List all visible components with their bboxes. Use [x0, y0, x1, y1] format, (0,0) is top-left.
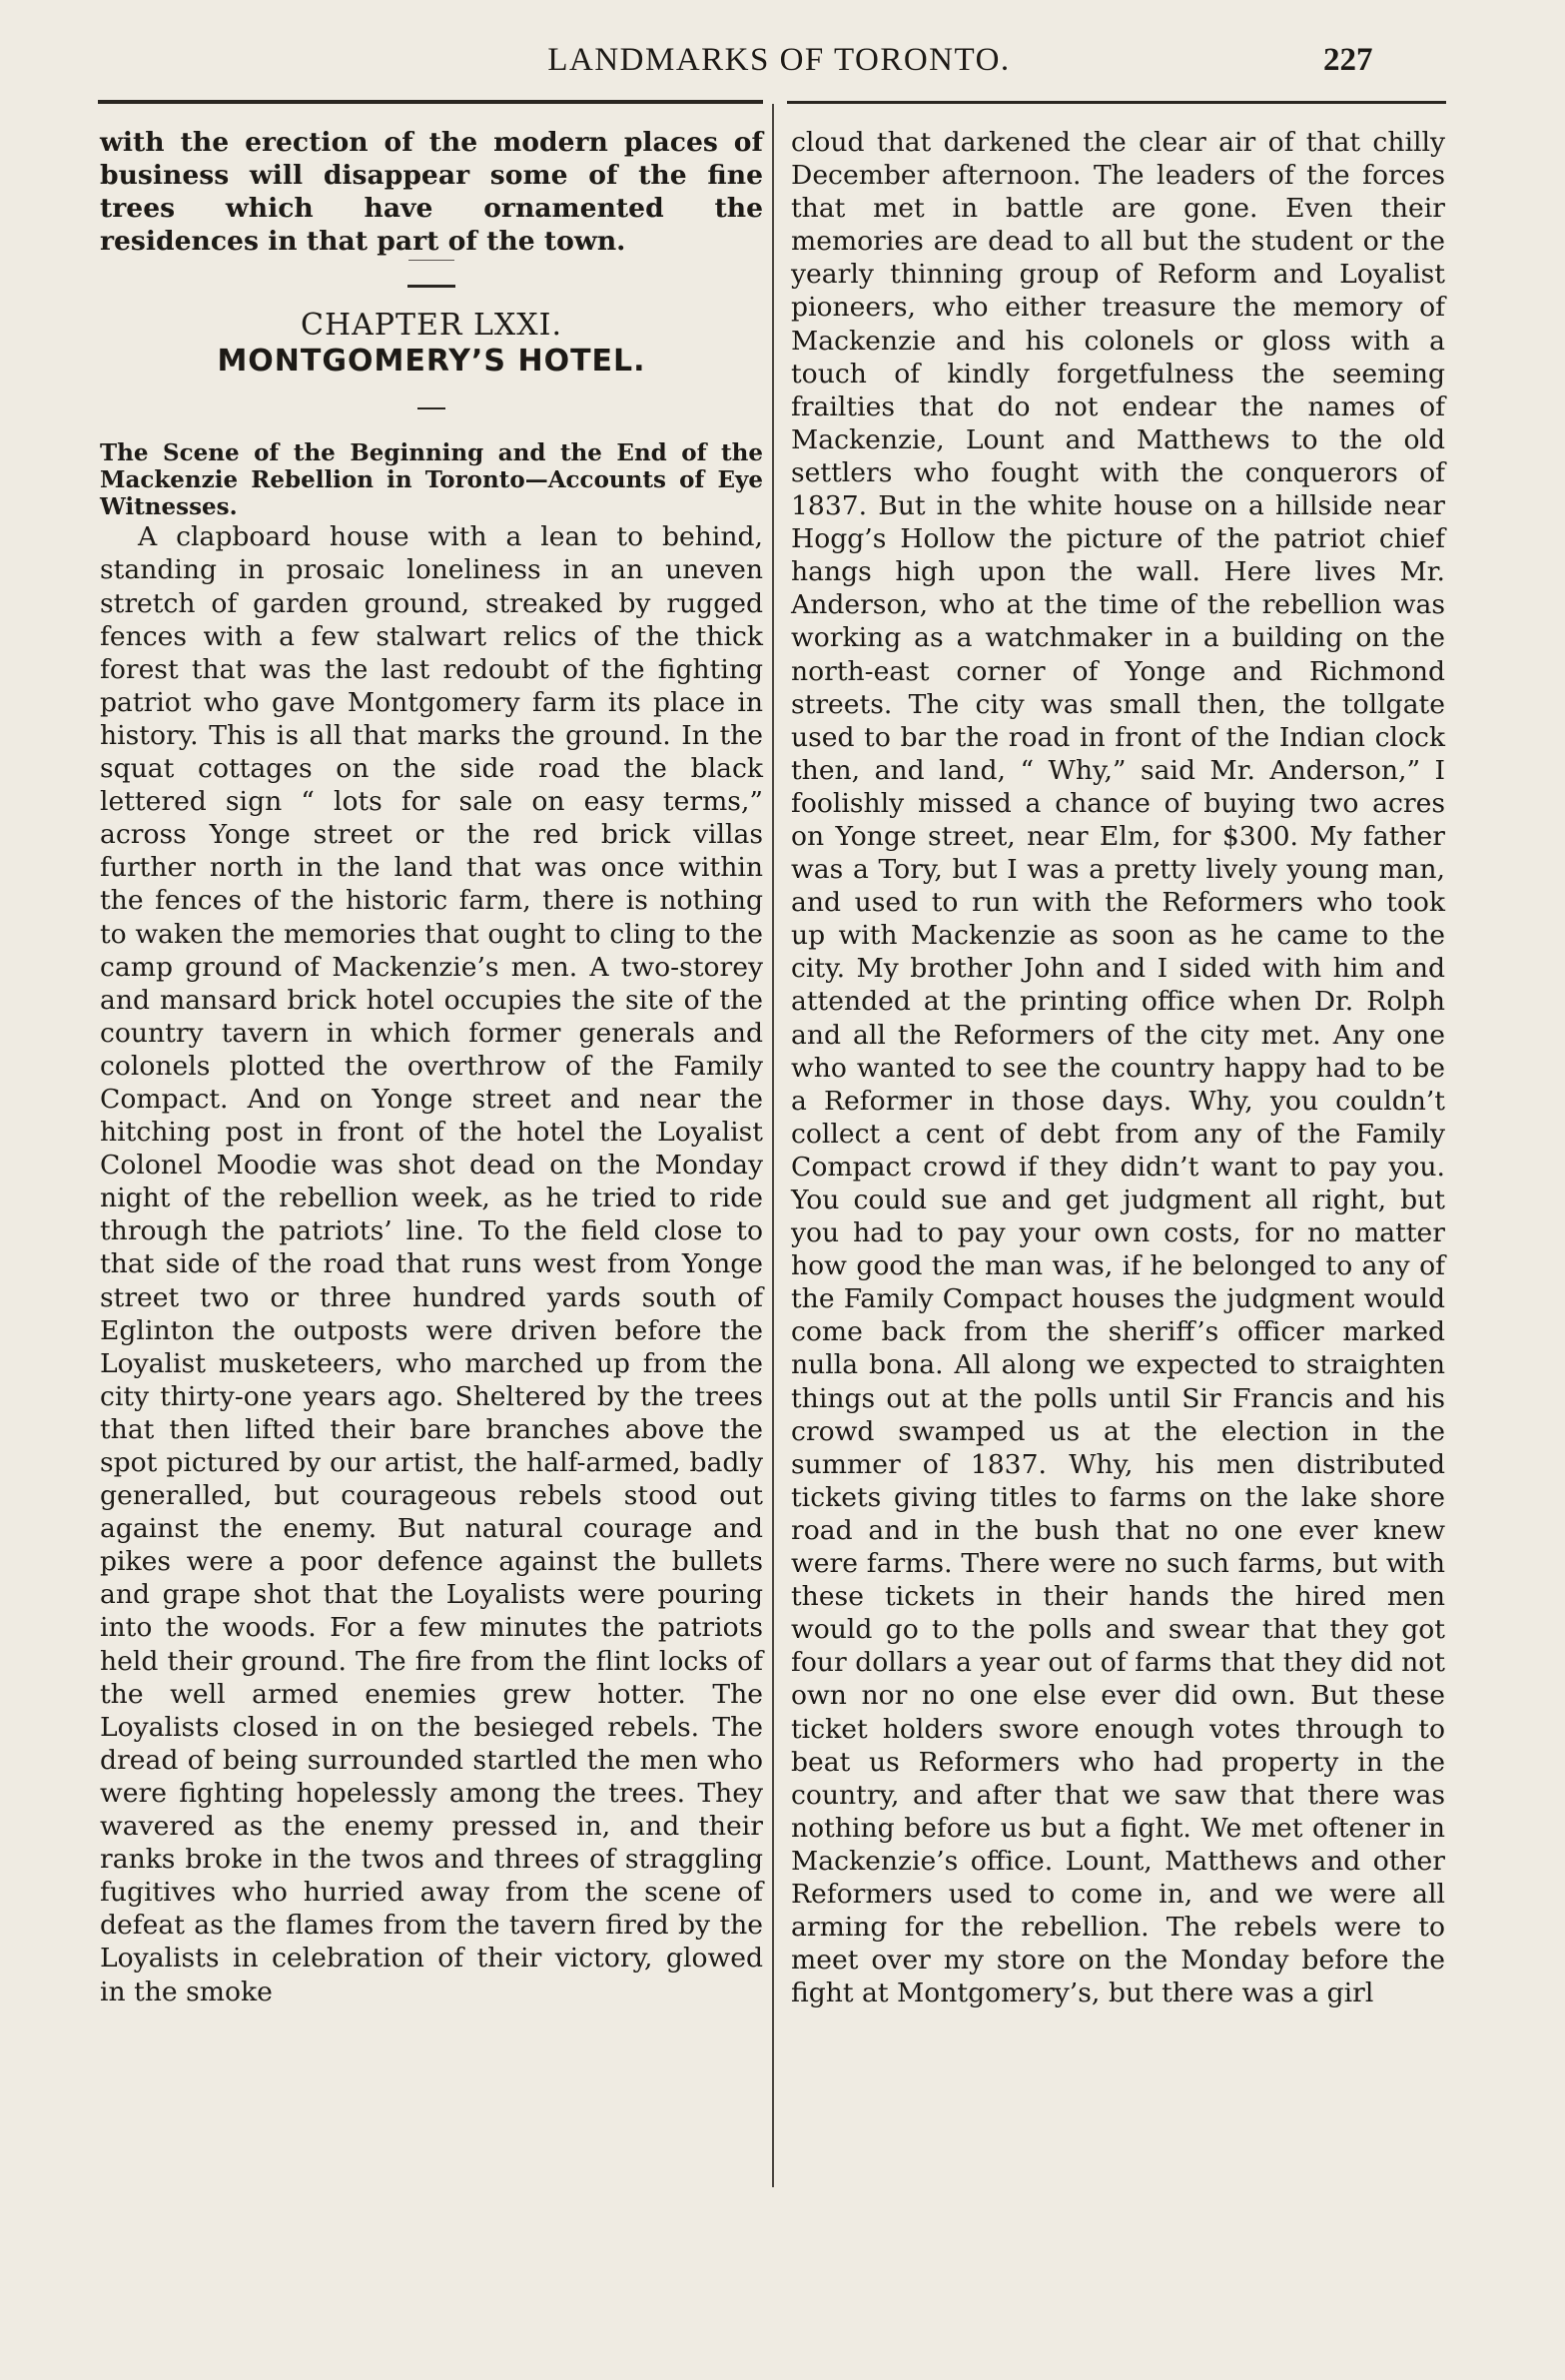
column-divider: [772, 104, 774, 2187]
article-subheading: The Scene of the Beginning and the End of the Mackenzie Rebellion in Toronto—Accounts of Eye Witnesses.: [100, 439, 763, 521]
article-body-left: A clapboard house with a lean to behind, standing in prosaic loneliness in an uneven stretch of garden ground, streaked by rugged fences with a few stalwart relics of the thick forest that was the last redoubt of the fighting patriot who gave Montgomery farm its place in history. This is all that marks the ground. In the squat cottages on the side road the black lettered sign “ lots for sale on easy terms,” across Yonge street or the red brick villas further north in the land that was once within the fences of the historic farm, there is nothing to waken the memories that ought to cling to the camp ground of Mackenzie’s men. A two-storey and mansard brick hotel occupies the site of the country tavern in which former generals and colonels plotted the overthrow of the Family Compact. And on Yonge street and near the hitching post in front of the hotel the Loyalist Colonel Moodie was shot dead on the Monday night of the rebellion week, as he tried to ride through the patriots’ line. To the field close to that side of the road that runs west from Yonge street two or three hundred yards south of Eglinton the outposts were driven before the Loyalist musketeers, who marched up from the city thirty-one years ago. Sheltered by the trees that then lifted their bare branches above the spot pictured by our artist, the half-armed, badly generalled, but courageous rebels stood out against the enemy. But natural courage and pikes were a poor defence against the bullets and grape shot that the Loyalists were pouring into the woods. For a few minutes the patriots held their ground. The fire from the flint locks of the well armed enemies grew hotter. The Loyalists closed in on the besieged rebels. The dread of being surrounded startled the men who were fighting hopelessly among the trees. They wavered as the enemy pressed in, and their ranks broke in the twos and threes of straggling fugitives who hurried away from the scene of defeat as the flames from the tavern fired by the Loyalists in celebration of their victory, glowed in the smoke: [100, 521, 763, 2007]
chapter-title: MONTGOMERY’S HOTEL.: [217, 344, 646, 380]
article-body-right: cloud that darkened the clear air of that chilly December afternoon. The leaders of the forces that met in battle are gone. Even their memories are dead to all but the student or the yearly thinning group of Reform and Loyalist pioneers, who either treasure the memory of Mackenzie and his colonels or gloss with a touch of kindly forgetfulness the seeming frailties that do not endear the names of Mackenzie, Lount and Matthews to the old settlers who fought with the conquerors of 1837. But in the white house on a hillside near Hogg’s Hollow the picture of the patriot chief hangs high upon the wall. Here lives Mr. Anderson, who at the time of the rebellion was working as a watchmaker in a building on the north-east corner of Yonge and Richmond streets. The city was small then, the tollgate used to bar the road in front of the Indian clock then, and land, “ Why,” said Mr. Anderson,” I foolishly missed a chance of buying two acres on Yonge street, near Elm, for $300. My father was a Tory, but I was a pretty lively young man, and used to run with the Reformers who took up with Mackenzie as soon as he came to the city. My brother John and I sided with him and attended at the printing office when Dr. Rolph and all the Reformers of the city met. Any one who wanted to see the country happy had to be a Reformer in those days. Why, you couldn’t collect a cent of debt from any of the Family Compact crowd if they didn’t want to pay you. You could sue and get judgment all right, but you had to pay your own costs, for no matter how good the man was, if he belonged to any of the Family Compact houses the judgment would come back from the sheriff’s officer marked nulla bona. All along we expected to straighten things out at the polls until Sir Francis and his crowd swamped us at the election in the summer of 1837. Why, his men distributed tickets giving titles to farms on the lake shore road and in the bush that no one ever knew were farms. There were no such farms, but with these tickets in their hands the hired men would go to the polls and swear that they got four dollars a year out of farms that they did not own nor no one else ever did own. But these ticket holders swore enough votes through to beat us Reformers who had property in the country, and after that we saw that there was nothing before us but a fight. We met oftener in Mackenzie’s office. Lount, Matthews and other Reformers used to come in, and we were all arming for the rebellion. The rebels were to meet over my store on the Monday before the fight at Montgomery’s, but there was a girl: [791, 127, 1445, 2009]
continued-paragraph: with the erection of the modern places of business will disappear some of the fine trees which have ornamented the residences in that part of the town.: [100, 127, 763, 258]
header-rule-left: [98, 100, 763, 104]
right-column: [791, 126, 1445, 2009]
title-dash: [417, 407, 445, 409]
running-header-title: LANDMARKS OF TORONTO.: [547, 42, 1011, 78]
page-number: 227: [1323, 42, 1373, 78]
section-separator-small: [408, 260, 454, 261]
chapter-number: CHAPTER LXXI.: [300, 308, 563, 344]
header-rule-right: [787, 101, 1446, 104]
section-separator-rule: [407, 285, 455, 288]
left-column: [100, 126, 763, 2008]
